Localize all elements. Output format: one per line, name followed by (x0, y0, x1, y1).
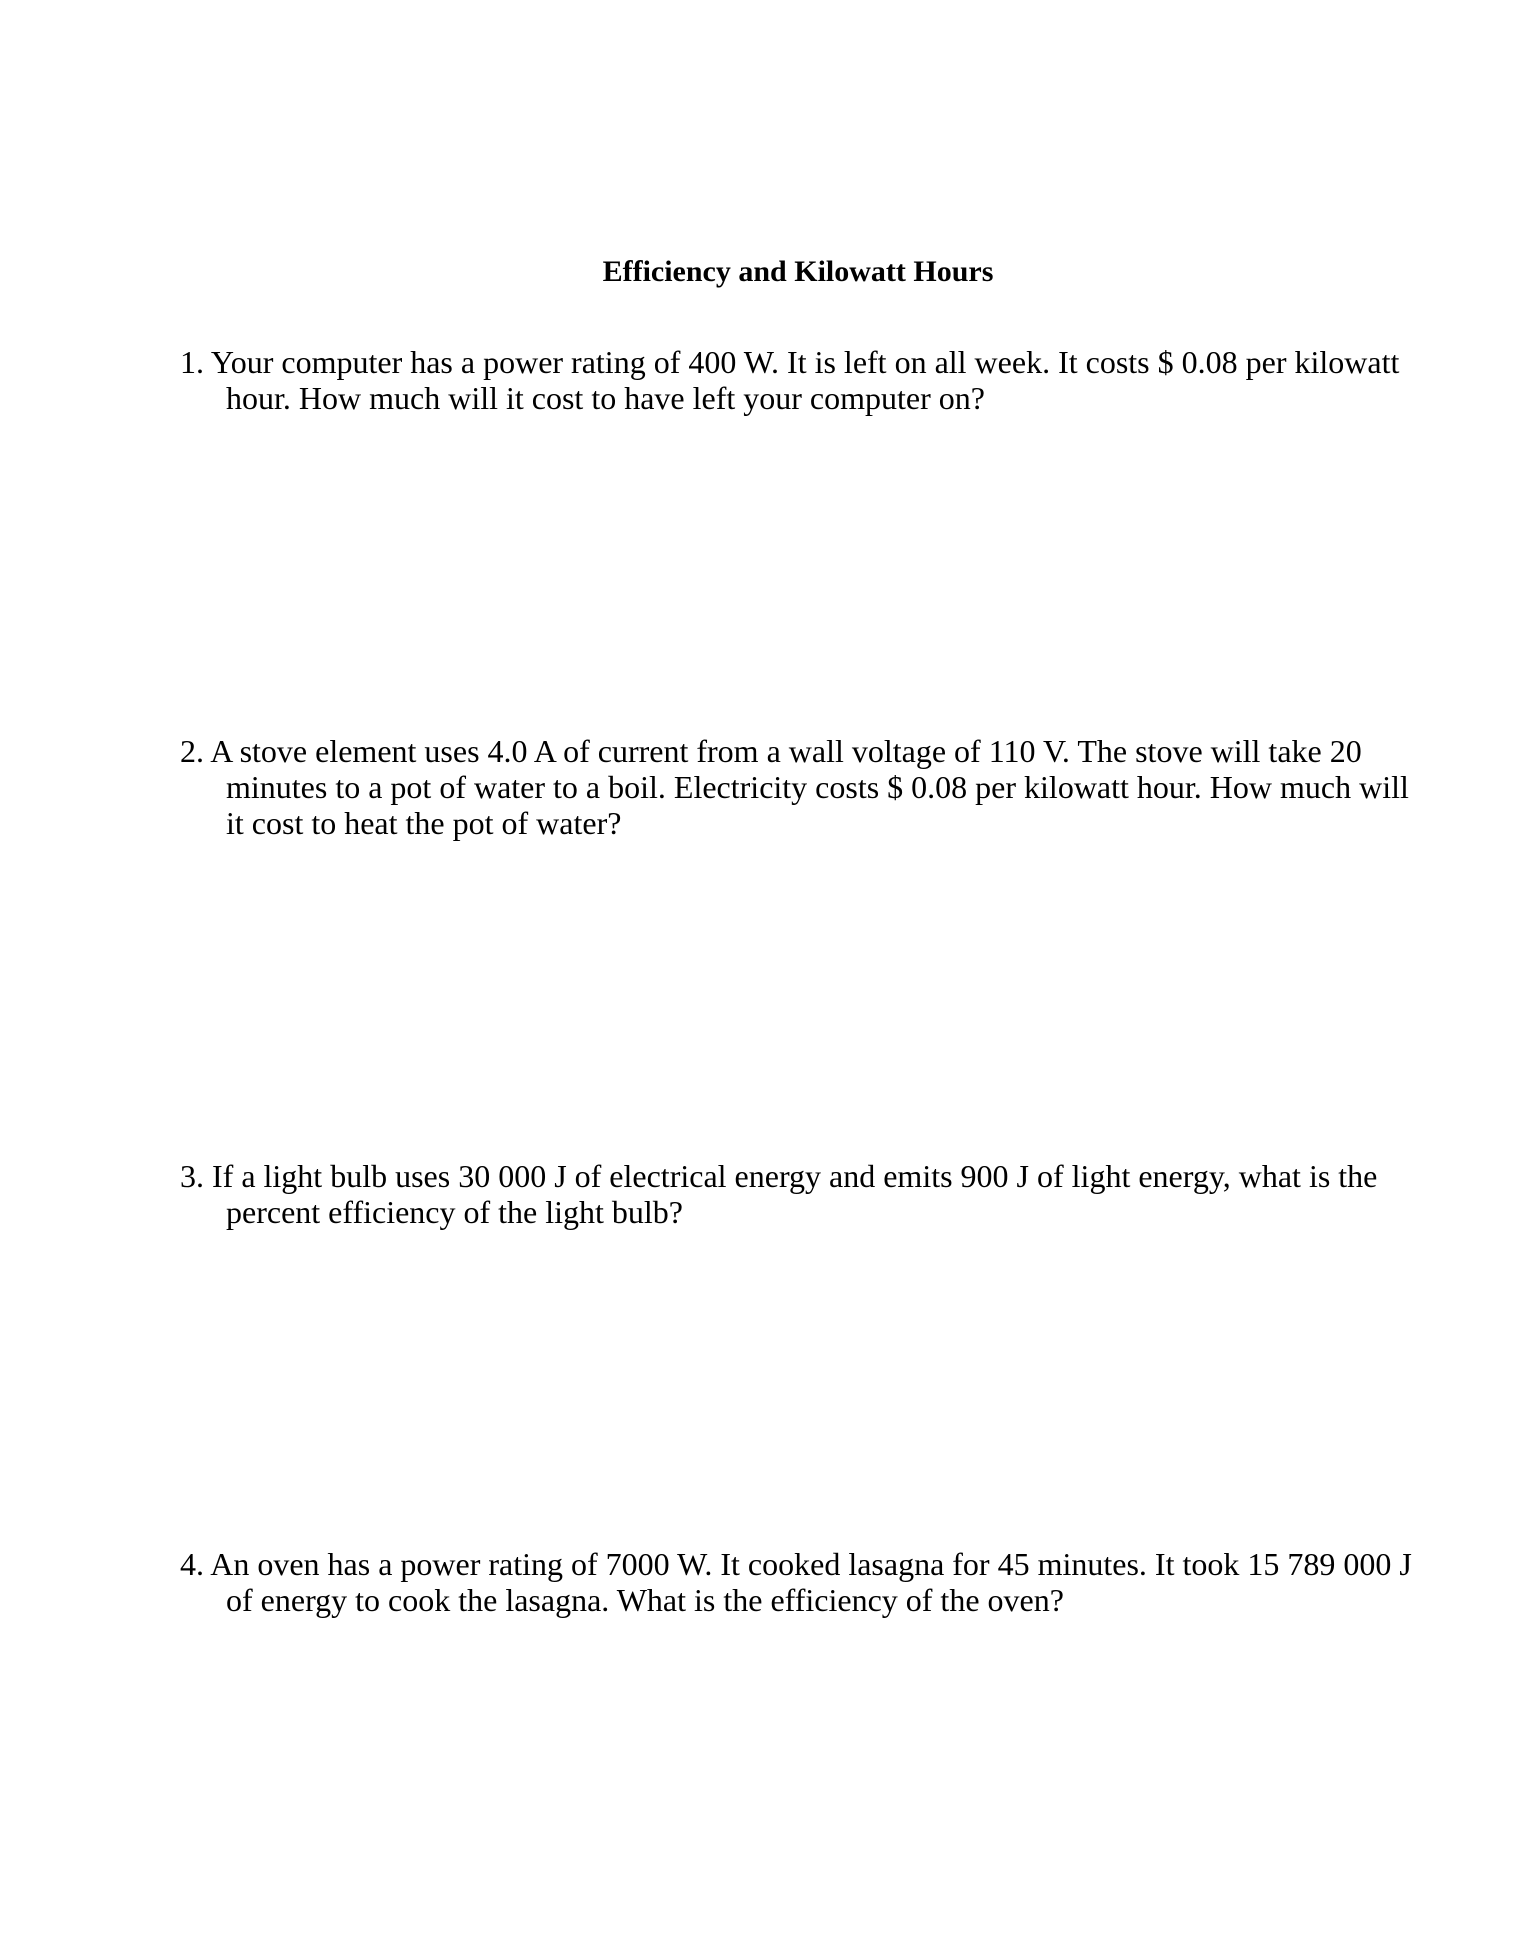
question-4-text-2: of energy to cook the lasagna. What is the efficiency of the oven? (226, 1582, 1064, 1618)
question-2 (180, 733, 1409, 841)
question-1-number: 1. (180, 344, 204, 380)
question-4-text-1: An oven has a power rating of 7000 W. It cooked lasagna for 45 minutes. It took 15 789 000 J (210, 1546, 1412, 1582)
question-3-number: 3. (180, 1158, 204, 1194)
question-2-text-2: minutes to a pot of water to a boil. Electricity costs $ 0.08 per kilowatt hour. How much will (226, 769, 1409, 805)
question-1-line-1 (180, 344, 1400, 380)
question-2-text-3: it cost to heat the pot of water? (226, 805, 622, 841)
question-4-number: 4. (180, 1546, 204, 1582)
question-4-line-1 (180, 1546, 1412, 1582)
question-1 (180, 344, 1400, 416)
question-2-line-1 (180, 733, 1360, 769)
question-3-line-1 (180, 1158, 1378, 1194)
question-3 (180, 1158, 1378, 1230)
question-3-text-2: percent efficiency of the light bulb? (226, 1194, 683, 1230)
question-1-text-1: Your computer has a power rating of 400 W. It is left on all week. It costs $ 0.08 per kilowatt (210, 344, 1400, 380)
page-title: Efficiency and Kilowatt Hours (602, 255, 994, 288)
question-3-text-1: If a light bulb uses 30 000 J of electrical energy and emits 900 J of light energy, what is the (212, 1158, 1378, 1194)
question-2-text-1: A stove element uses 4.0 A of current from a wall voltage of 110 V. The stove will take 20 (210, 733, 1362, 769)
question-1-text-2: hour. How much will it cost to have left your computer on? (226, 380, 985, 416)
question-2-number: 2. (180, 733, 204, 769)
question-4 (180, 1546, 1412, 1618)
